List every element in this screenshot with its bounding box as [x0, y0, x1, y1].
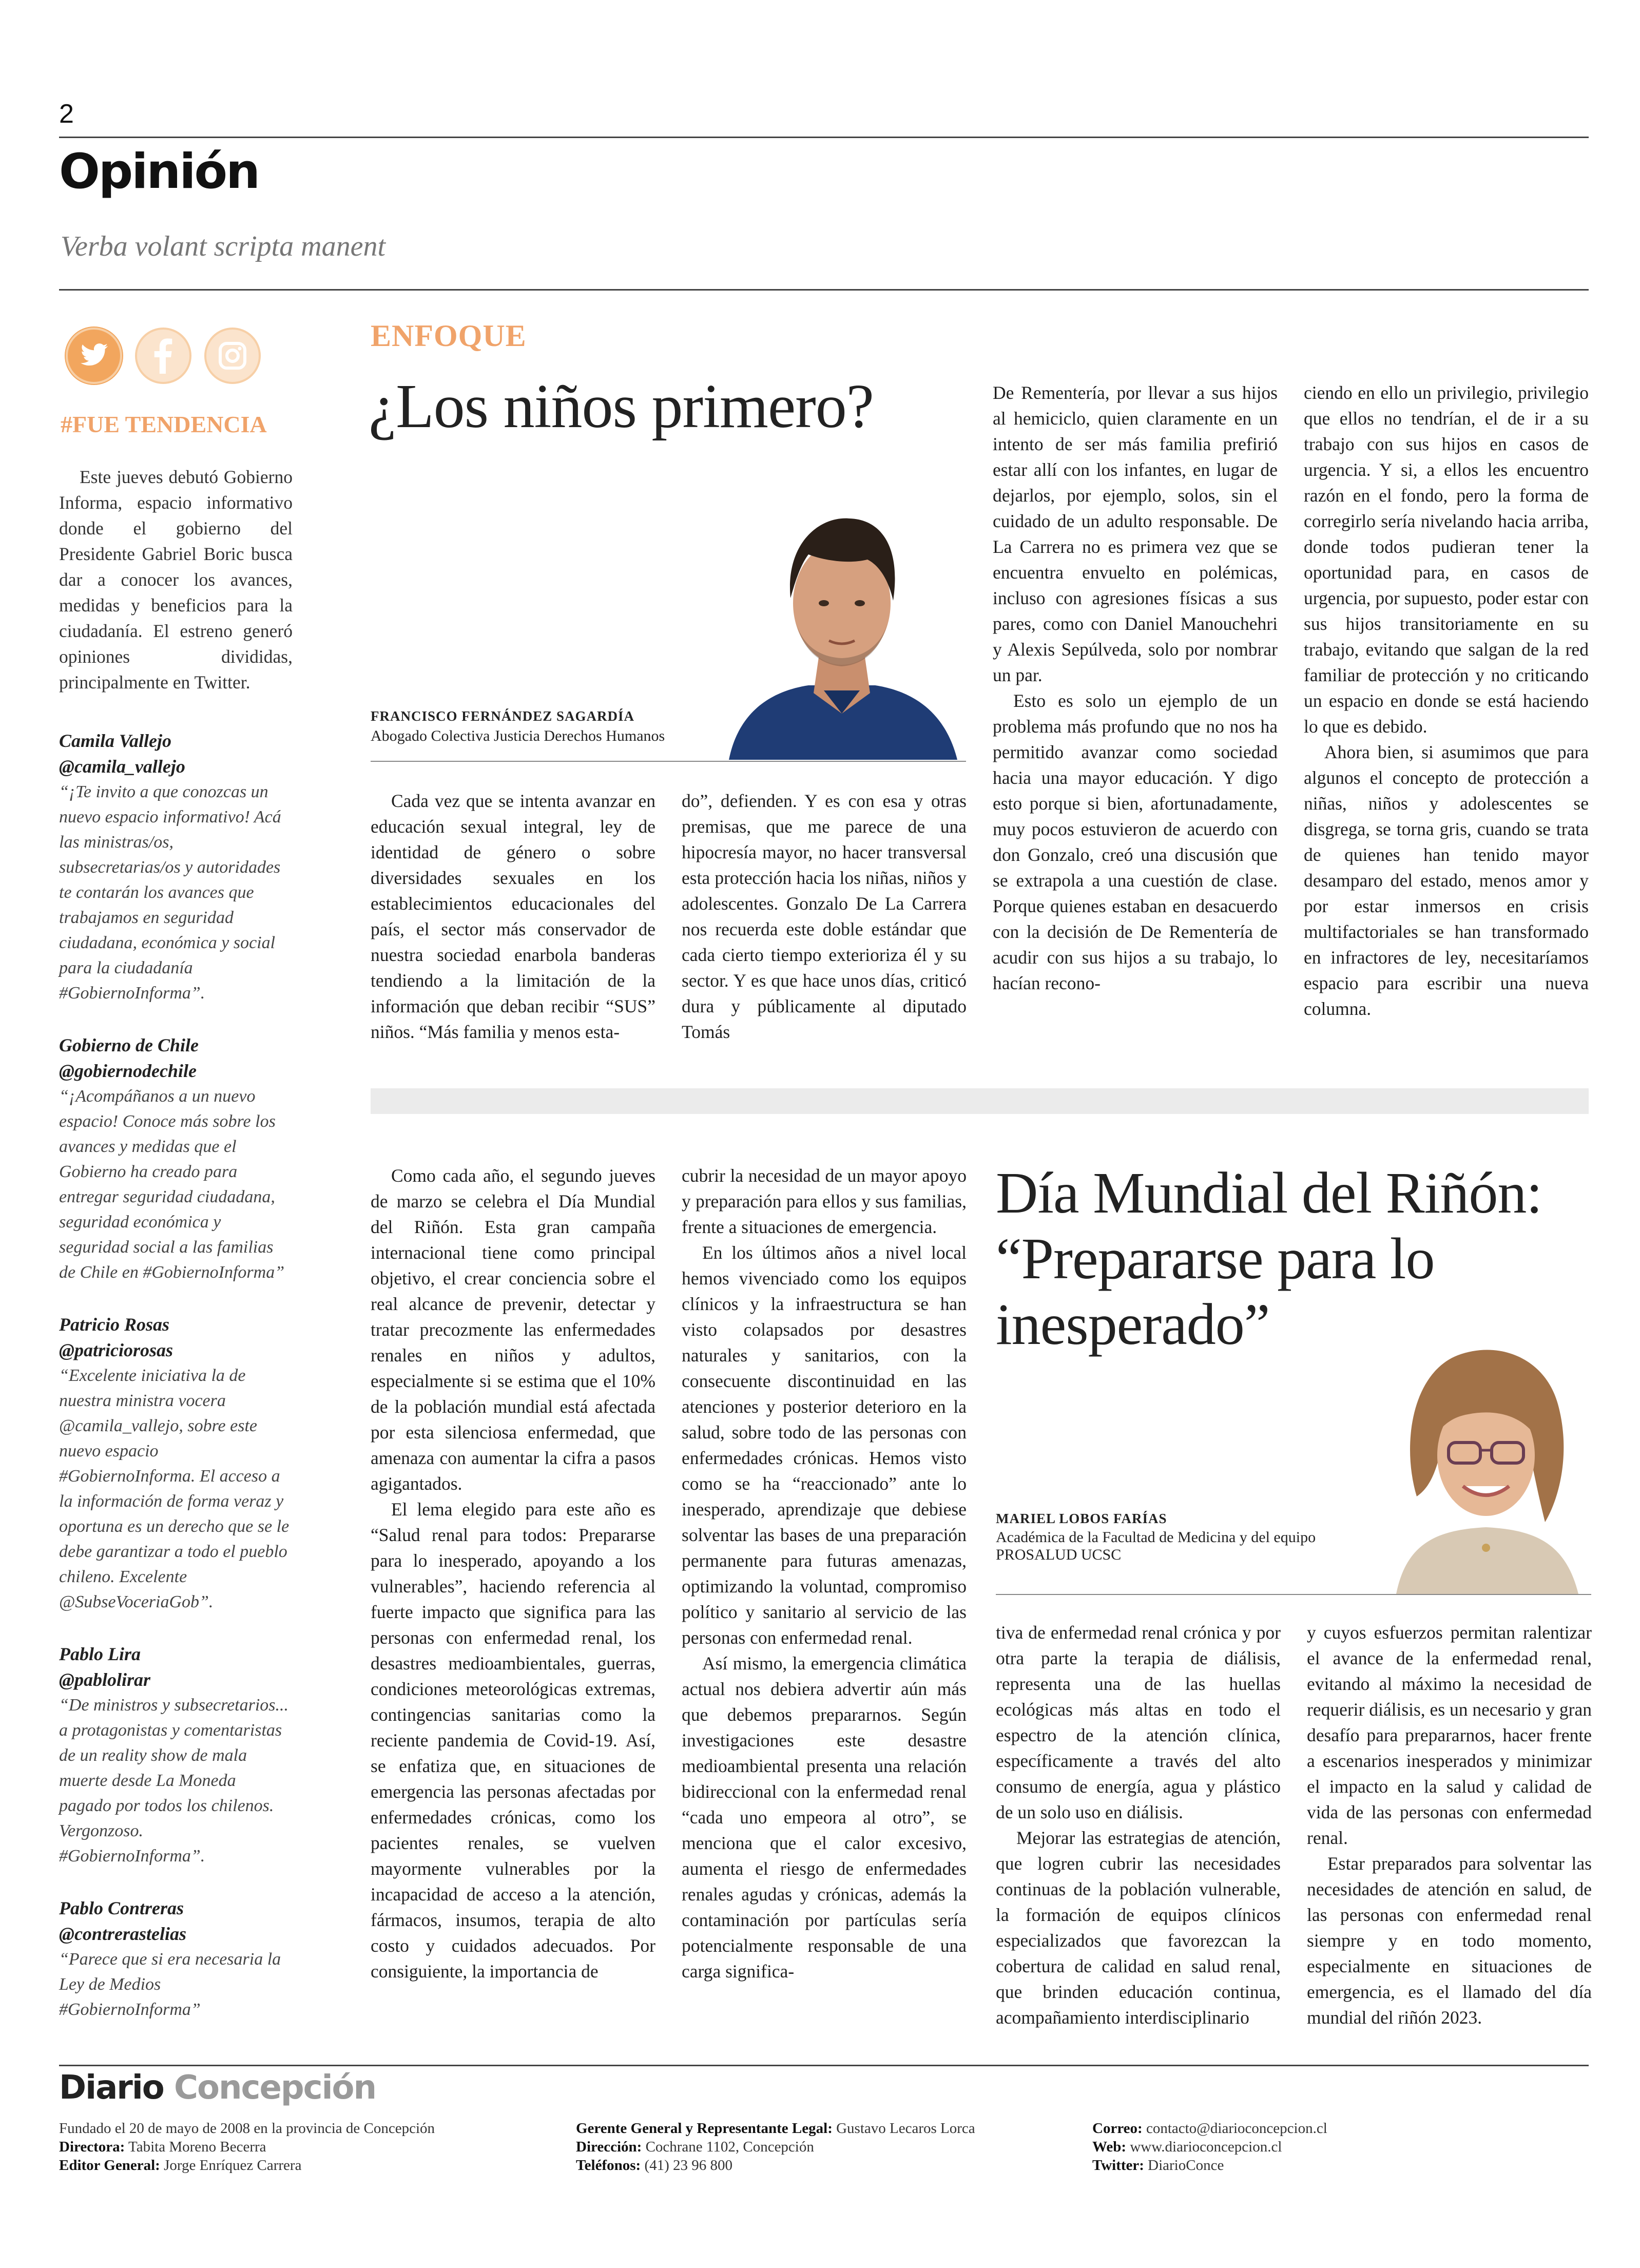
byline-rule [371, 761, 966, 762]
footer-credits [59, 2119, 435, 2175]
editor-line: Editor General: Jorge Enríquez Carrera [59, 2157, 302, 2174]
article-paragraph: Ahora bien, si asumimos que para algunos el concepto de protección a niñas, niños y adolescentes se disgrega, se torna gris, cuando se trata de quienes han tenido mayor desamparo del estado, menos amor y por estar inmersos en crisis multifactoriales se han transformado en infractores de ley, necesitaríamos espacio para escribir una nueva columna. [1304, 742, 1589, 1019]
tweet-handle[interactable]: @camila_vallejo [59, 756, 185, 777]
direccion-line: Dirección: Cochrane 1102, Concepción [576, 2139, 814, 2155]
tweet-handle[interactable]: @gobiernodechile [59, 1061, 197, 1081]
article-column [1307, 1620, 1592, 2030]
footer-web [1092, 2119, 1327, 2175]
tweet-text: “De ministros y subsecretarios... a protagonistas y comentaristas de un reality show de mala muerte desde La Moneda pagado por todos los chilenos. Vergonzoso. #GobiernoInforma”. [59, 1696, 289, 1866]
article-column [1304, 380, 1589, 1022]
tweet-handle[interactable]: @patriciorosas [59, 1340, 173, 1360]
article-byline [996, 1511, 1316, 1564]
trend-sidebar [59, 464, 293, 2049]
tweet-text: “Parece que si era necesaria la Ley de Medios #GobiernoInforma” [59, 1950, 281, 2019]
byline-rule [996, 1594, 1591, 1595]
article-column [996, 1620, 1281, 2030]
article-paragraph: De Rementería, por llevar a sus hijos al hemiciclo, quien claramente en un intento de ser más familia prefirió estar allí con los infantes, en lugar de dejarlos, por ejemplo, solos, sin el cuidado de un adulto responsable. De La Carrera no es primera vez que se encuentra envuelto en polémicas, incluso con agresiones físicas a sus pares, como con Daniel Manouchehri y Alexis Sepúlveda, solo por nombrar un par. [993, 382, 1278, 685]
tweet-author: Gobierno de Chile [59, 1035, 199, 1055]
correo-line[interactable]: Correo: contacto@diarioconcepcion.cl [1092, 2120, 1327, 2137]
tweet-item [59, 1032, 293, 1285]
tweet-author: Camila Vallejo [59, 731, 172, 751]
page-number: 2 [59, 99, 74, 129]
author-name: MARIEL LOBOS FARÍAS [996, 1511, 1167, 1526]
tweet-item [59, 728, 293, 1006]
article-paragraph: Como cada año, el segundo jueves de marzo se celebra el Día Mundial del Riñón. Esta gran campaña internacional tiene como principal objetivo, el crear conciencia sobre el real alcance de prevenir, detectar y tratar precozmente las enfermedades renales en niños y adultos, especialmente si se estima que el 10% de la población mundial está afectada por esta silenciosa enfermedad, que amenaza con aumentar la cifra a pasos agigantados. [371, 1165, 655, 1494]
article-headline: Día Mundial del Riñón: “Prepararse para lo inesperado” [996, 1160, 1542, 1357]
facebook-icon[interactable] [134, 326, 192, 385]
article-paragraph: cubrir la necesidad de un mayor apoyo y preparación para ellos y sus familias, frente a situaciones de emergencia. [682, 1165, 967, 1237]
article-column [682, 1163, 967, 1984]
article-paragraph: ciendo en ello un privilegio, privilegio que ellos no tendrían, el de ir a su trabajo con sus hijos en casos de urgencia. Y si, a ellos les encuentro razón en el fondo, pero la forma de corregirlo sería nivelando hacia arriba, donde todos pudieran tener la oportunidad para, en casos de urgencia, por supuesto, poder estar con sus hijos transitoriamente en su trabajo, evitando que salgan de la red familiar de protección y no criticando un espacio en donde se está haciendo lo que es debido. [1304, 382, 1589, 737]
directora-line: Directora: Tabita Moreno Becerra [59, 2139, 266, 2155]
section-motto: Verba volant scripta manent [61, 230, 386, 262]
newspaper-logo [59, 2069, 376, 2107]
tweet-item [59, 1895, 293, 2022]
article-paragraph: Así mismo, la emergencia climática actual nos debiera advertir aún más que debemos prepararnos. Según investigaciones este desastre medioambiental presenta una relación bidireccional con la enfermedad renal “cada uno empeora al otro”, se menciona que el calor excesivo, aumenta el riesgo de enfermedades renales agudas y crónicas, además la contaminación por partículas sería potencialmente responsable de una carga significa- [682, 1653, 967, 1982]
article-column [682, 788, 967, 1045]
tweet-author: Patricio Rosas [59, 1314, 170, 1335]
telefonos-line: Teléfonos: (41) 23 96 800 [576, 2157, 733, 2174]
instagram-icon[interactable] [203, 326, 262, 385]
author-name: FRANCISCO FERNÁNDEZ SAGARDÍA [371, 708, 635, 724]
article-column [993, 380, 1278, 996]
article-paragraph: y cuyos esfuerzos permitan ralentizar el avance de la enfermedad renal, evitando al máximo la necesidad de requerir diálisis, es un necesario y gran desafío para prepararnos, hacer frente a escenarios inesperados y minimizar el impacto en la salud y calidad de vida de las personas con enfermedad renal. [1307, 1622, 1592, 1848]
twitter-line[interactable]: Twitter: DiarioConce [1092, 2157, 1224, 2174]
article-paragraph: Mejorar las estrategias de atención, que logren cubrir las necesidades continuas de la población vulnerable, la formación de equipos clínicos especializados que favorezcan la cobertura de calidad en salud renal, que brinden educación continua, acompañamiento interdisciplinario [996, 1828, 1281, 2028]
tweet-author: Pablo Lira [59, 1644, 141, 1664]
logo-diario: Diario [59, 2069, 164, 2107]
article-paragraph: do”, defienden. Y es con esa y otras premisas, que me parece de una hipocresía mayor, no hacer transversal esta protección hacia los niñas, niños y adolescentes. Gonzalo De La Carrera nos recuerda este doble estándar que cada cierto tiempo exterioriza él y su sector. Y es que hace unos días, criticó dura y públicamente al diputado Tomás [682, 791, 967, 1042]
article-kicker: ENFOQUE [371, 319, 527, 353]
section-title: Opinión [59, 144, 259, 200]
logo-concepcion: Concepción [174, 2069, 376, 2107]
web-line[interactable]: Web: www.diarioconcepcion.cl [1092, 2139, 1282, 2155]
trend-title: #FUE TENDENCIA [61, 411, 267, 437]
article-paragraph: El lema elegido para este año es “Salud renal para todos: Prepararse para lo inesperado, apoyando a los vulnerables”, haciendo referencia al fuerte impacto que significa para las personas con enfermedad renal, los desastres medioambientales, guerras, condiciones meteorológicas extremas, contingencias sanitarias como la reciente pandemia de Covid-19. Así, se enfatiza que, en situaciones de emergencia las personas afectadas por enfermedades crónicas, como los pacientes renales, se vuelven mayormente vulnerables por la incapacidad de acceso a la atención, fármacos, insumos, terapia de alto costo y cuidados adecuados. Por consiguiente, la importancia de [371, 1499, 655, 1982]
article-paragraph: Esto es solo un ejemplo de un problema más profundo que no nos ha permitido avanzar como sociedad hacia una mayor educación. Y digo esto porque si bien, afortunadamente, muy pocos estuvieron de acuerdo con don Gonzalo, creó una discusión que se extrapola a una cuestión de clase. Porque quienes estaban en desacuerdo con la decisión de De Rementería de acudir con sus hijos a su trabajo, lo hacían recono- [993, 690, 1278, 993]
tweet-text: “Excelente iniciativa la de nuestra ministra vocera @camila_vallejo, sobre este nuevo espacio #GobiernoInforma. El acceso a la información de forma veraz y oportuna es un derecho que se le debe garantizar a todo el pueblo chileno. Excelente @SubseVoceriaGob”. [59, 1366, 290, 1611]
tweet-item [59, 1312, 293, 1614]
article-column [371, 788, 655, 1045]
tweet-author: Pablo Contreras [59, 1898, 184, 1918]
tweet-handle[interactable]: @pablolirar [59, 1669, 150, 1690]
twitter-icon[interactable] [65, 326, 123, 385]
gerente-line: Gerente General y Representante Legal: Gustavo Lecaros Lorca [576, 2120, 975, 2137]
article-paragraph: Estar preparados para solventar las necesidades de atención en salud, de las personas con enfermedad renal siempre y en todo momento, especialmente en situaciones de emergencia, es el llamado del día mundial del riñón 2023. [1307, 1853, 1592, 2028]
article-byline [371, 708, 665, 745]
article-headline: ¿Los niños primero? [369, 372, 874, 441]
author-role: PROSALUD UCSC [996, 1546, 1122, 1563]
header-rule [59, 137, 1589, 138]
author-photo [719, 488, 965, 760]
section-separator [371, 1088, 1589, 1114]
author-role: Abogado Colectiva Justicia Derechos Humanos [371, 727, 665, 744]
tweet-text: “¡Acompáñanos a un nuevo espacio! Conoce más sobre los avances y medidas que el Gobierno ha creado para entregar seguridad ciudadana, seguridad económica y seguridad social a las familias de Chile en #GobiernoInforma” [59, 1087, 285, 1282]
article-paragraph: Cada vez que se intenta avanzar en educación sexual integral, ley de identidad de género o sobre diversidades sexuales en los establecimientos educacionales del país, el sector más conservador de nuestra sociedad enarbola banderas tendiendo a la limitación de la información que deban recibir “SUS” niños. “Más familia y menos esta- [371, 791, 655, 1042]
tweet-text: “¡Te invito a que conozcas un nuevo espacio informativo! Acá las ministras/os, subsecretarias/os y autoridades te contarán los avances que trabajamos en seguridad ciudadana, económica y social para la ciudadanía #GobiernoInforma”. [59, 782, 281, 1003]
article-paragraph: En los últimos años a nivel local hemos vivenciado como los equipos clínicos y la infraestructura se han visto colapsados por desastres naturales y sanitarios, con la consecuente discontinuidad en las atenciones y posterior deterioro en la salud, sobre todo de las personas con enfermedades crónicas. Hemos visto como se ha “reaccionado” ante lo inesperado, aprendizaje que debiese solventar las bases de una preparación permanente para futuras amenazas, optimizando la voluntad, compromiso político y sanitario al servicio de las personas con enfermedad renal. [682, 1242, 967, 1648]
motto-rule [59, 289, 1589, 291]
footer-contacts [576, 2119, 975, 2175]
footer-rule [59, 2065, 1589, 2066]
author-photo [1381, 1327, 1591, 1594]
trend-intro: Este jueves debutó Gobierno Informa, espacio informativo donde el gobierno del Presidente Gabriel Boric busca dar a conocer los avances, medidas y beneficios para la ciudadanía. El estreno generó opiniones divididas, principalmente en Twitter. [59, 467, 293, 693]
article-column [371, 1163, 655, 1984]
author-role: Académica de la Facultad de Medicina y del equipo [996, 1529, 1316, 1546]
tweet-item [59, 1641, 293, 1869]
founded-line: Fundado el 20 de mayo de 2008 en la provincia de Concepción [59, 2120, 435, 2137]
article-paragraph: tiva de enfermedad renal crónica y por otra parte la terapia de diálisis, representa una de las huellas ecológicas más altas en todo el espectro de la atención clínica, específicamente a través del alto consumo de energía, agua y plástico de un solo uso en diálisis. [996, 1622, 1281, 1822]
social-icons [65, 326, 262, 388]
tweet-handle[interactable]: @contrerastelias [59, 1924, 186, 1944]
